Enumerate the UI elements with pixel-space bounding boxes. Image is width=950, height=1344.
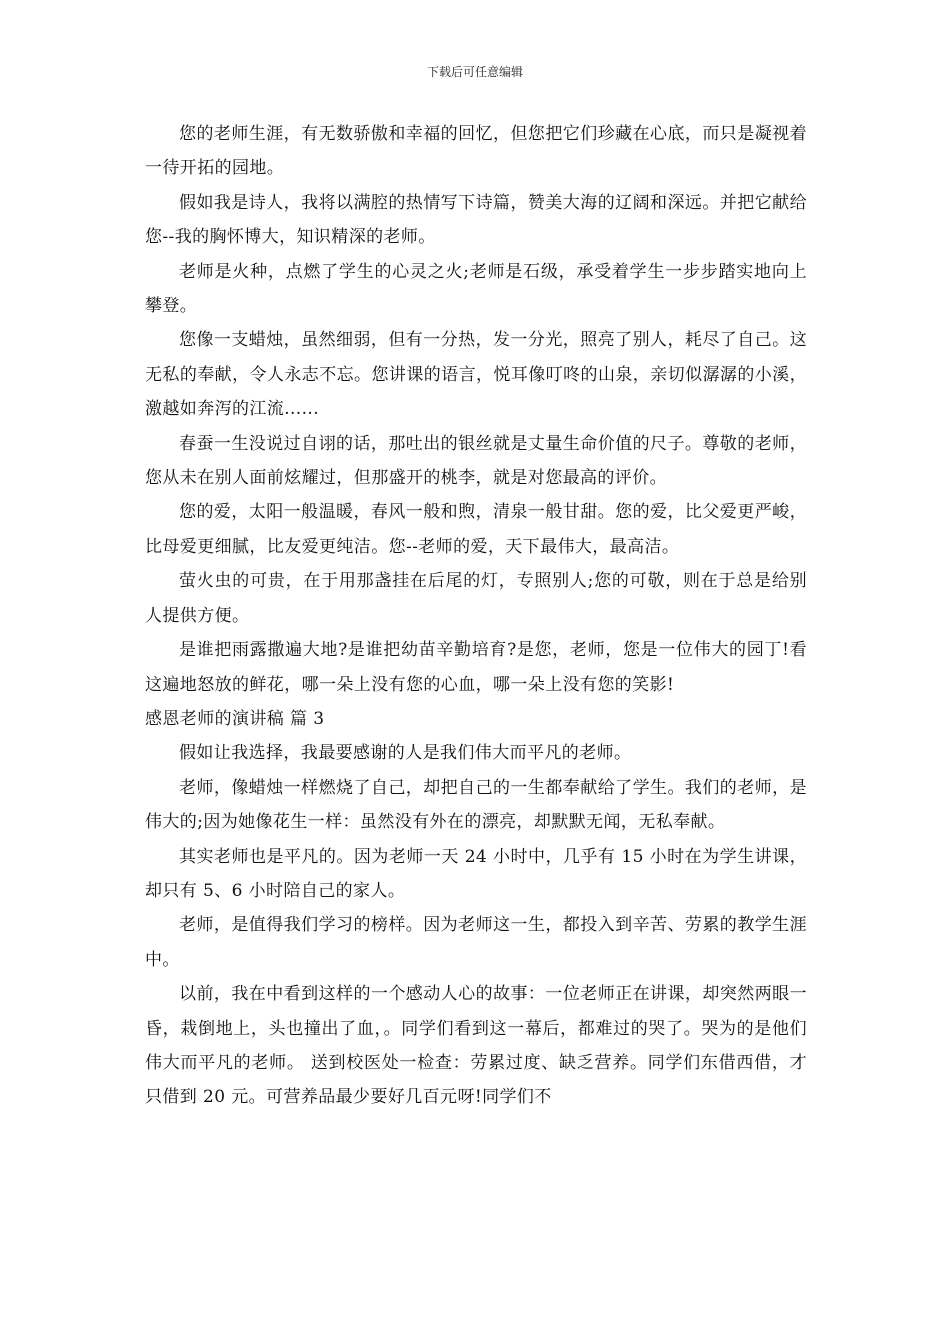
page-header: 下载后可任意编辑 — [426, 65, 523, 79]
paragraph: 老师是火种，点燃了学生的心灵之火;老师是石级，承受着学生一步步踏实地向上攀登。 — [145, 261, 807, 317]
paragraph: 春蚕一生没说过自诩的话，那吐出的银丝就是丈量生命价值的尺子。尊敬的老师，您从未在别人面前炫耀过，但那盛开的桃李，就是对您最高的评价。 — [145, 433, 807, 489]
document-body — [145, 117, 807, 1115]
section-heading: 感恩老师的演讲稿 篇 3 — [145, 708, 325, 729]
paragraph: 以前，我在中看到这样的一个感动人心的故事：一位老师正在讲课，却突然两眼一昏，栽倒地上，头也撞出了血，。同学们看到这一幕后，都难过的哭了。哭为的是他们伟大而平凡的老师。 送到校医处一检查：劳累过度、缺乏营养。同学们东借西借，才只借到 20 元。可营养品最少要好几百元呀!同学们不 — [145, 984, 807, 1108]
paragraph: 您像一支蜡烛，虽然细弱，但有一分热，发一分光，照亮了别人，耗尽了自己。这无私的奉献，令人永志不忘。您讲课的语言，悦耳像叮咚的山泉，亲切似潺潺的小溪，激越如奔泻的江流...... — [145, 330, 807, 420]
paragraph: 假如我是诗人，我将以满腔的热情写下诗篇，赞美大海的辽阔和深远。并把它献给您--我的胸怀博大，知识精深的老师。 — [145, 192, 807, 248]
paragraph: 假如让我选择，我最要感谢的人是我们伟大而平凡的老师。 — [179, 743, 632, 764]
paragraph: 您的老师生涯，有无数骄傲和幸福的回忆，但您把它们珍藏在心底，而只是凝视着一待开拓的园地。 — [145, 124, 807, 179]
paragraph: 是谁把雨露撒遍大地?是谁把幼苗辛勤培育?是您，老师，您是一位伟大的园丁!看这遍地怒放的鲜花，哪一朵上没有您的心血，哪一朵上没有您的笑影! — [145, 640, 807, 695]
paragraph: 老师，是值得我们学习的榜样。因为老师这一生，都投入到辛苦、劳累的教学生涯中。 — [145, 915, 807, 970]
paragraph: 其实老师也是平凡的。因为老师一天 24 小时中，几乎有 15 小时在为学生讲课，却只有 5、6 小时陪自己的家人。 — [145, 846, 807, 901]
paragraph: 萤火虫的可贵，在于用那盏挂在后尾的灯，专照别人;您的可敬，则在于总是给别人提供方便。 — [145, 571, 807, 626]
paragraph: 您的爱，太阳一般温暖，春风一般和煦，清泉一般甘甜。您的爱，比父爱更严峻，比母爱更细腻，比友爱更纯洁。您--老师的爱，天下最伟大，最高洁。 — [145, 502, 807, 557]
paragraph: 老师，像蜡烛一样燃烧了自己，却把自己的一生都奉献给了学生。我们的老师，是伟大的;因为她像花生一样：虽然没有外在的漂亮，却默默无闻，无私奉献。 — [145, 777, 807, 833]
